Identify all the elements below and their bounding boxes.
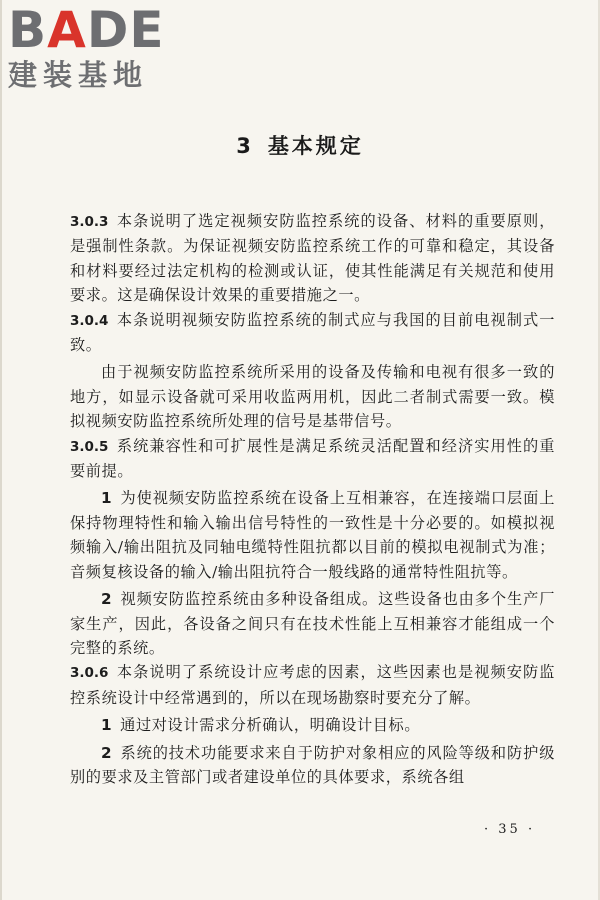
logo-wordmark xyxy=(8,1,178,59)
paragraph-3-0-6 xyxy=(70,660,555,710)
paragraph-text: 系统兼容性和可扩展性是满足系统灵活配置和经济实用性的重要前提。 xyxy=(70,436,555,481)
logo-subtitle: 建装基地 xyxy=(8,58,149,92)
clause-number: 3.0.6 xyxy=(70,665,109,682)
paragraph-text: 视频安防监控系统由多种设备组成。这些设备也由多个生产厂家生产，因此，各设备之间只有在技术性能上互相兼容才能组成一个完整的系统。 xyxy=(70,590,555,657)
paragraph-3-0-5 xyxy=(70,434,555,484)
paragraph-text: 系统的技术功能要求来自于防护对象相应的风险等级和防护级别的要求及主管部门或者建设单位的具体要求，系统各组 xyxy=(70,743,555,786)
paragraph-text: 为使视频安防监控系统在设备上互相兼容，在连接端口层面上保持物理特性和输入输出信号特性的一致性是十分必要的。如模拟视频输入/输出阻抗及同轴电缆特性阻抗都以目前的模拟电视制式为准；音频复核设备的输入/输出阻抗符合一般线路的通常特性阻抗等。 xyxy=(70,489,555,581)
logo-letter-b: B xyxy=(8,1,48,59)
clause-number: 3.0.3 xyxy=(70,214,109,230)
item-number: 1 xyxy=(101,489,113,508)
item-3-0-5-2 xyxy=(70,587,555,660)
paragraph-3-0-3 xyxy=(70,209,555,308)
item-number: 2 xyxy=(101,743,113,762)
item-3-0-6-1 xyxy=(70,713,555,737)
paragraph-explanation xyxy=(70,360,555,433)
item-number: 2 xyxy=(101,590,113,609)
logo-letters-de: DE xyxy=(86,1,165,59)
logo-letter-a: A xyxy=(47,1,87,59)
clause-number: 3.0.5 xyxy=(70,438,109,455)
chapter-title: 基本规定 xyxy=(267,134,364,158)
clause-number: 3.0.4 xyxy=(70,312,109,329)
item-3-0-6-2 xyxy=(70,741,555,790)
paragraph-text: 本条说明视频安防监控系统的制式应与我国的目前电视制式一致。 xyxy=(70,310,555,355)
chapter-number: 3 xyxy=(236,134,254,158)
paragraph-text: 通过对设计需求分析确认，明确设计目标。 xyxy=(120,716,421,735)
paragraph-3-0-4 xyxy=(70,308,555,358)
item-number: 1 xyxy=(101,716,113,735)
item-3-0-5-1 xyxy=(70,486,555,584)
paragraph-text: 本条说明了选定视频安防监控系统的设备、材料的重要原则，是强制性条款。为保证视频安防监控系统工作的可靠和稳定，其设备和材料要经过法定机构的检测或认证，使其性能满足有关规范和使用要求。这是确保设计效果的重要措施之一。 xyxy=(70,212,555,305)
body-text xyxy=(70,209,555,789)
paragraph-text: 由于视频安防监控系统所采用的设备及传输和电视有很多一致的地方，如显示设备就可采用收监两用机，因此二者制式需要一致。模拟视频安防监控系统所处理的信号是基带信号。 xyxy=(70,363,555,431)
page-number: · 35 · xyxy=(484,822,536,837)
chapter-heading xyxy=(0,130,600,160)
paragraph-text: 本条说明了系统设计应考虑的因素，这些因素也是视频安防监控系统设计中经常遇到的，所以在现场勘察时要充分了解。 xyxy=(70,663,555,707)
bade-logo xyxy=(8,1,178,92)
